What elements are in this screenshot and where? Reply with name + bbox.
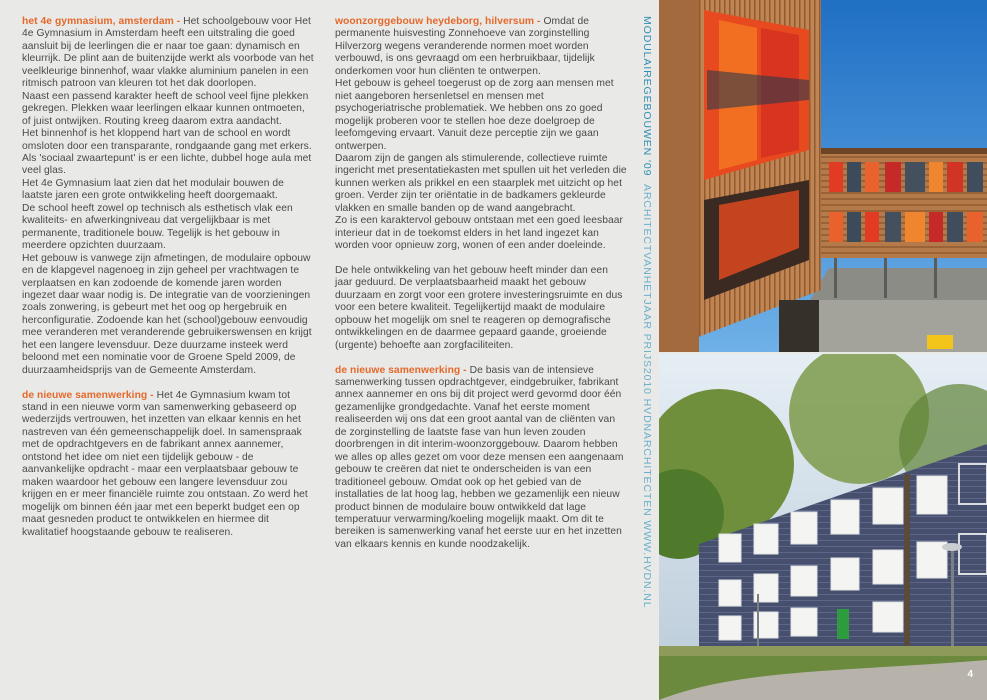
paragraph: De basis van de intensieve samenwerking tussen opdrachtgever, eindgebruiker, fabrikant annex aannemer en ons bij dit project werd gevormd door één gezamenlijke grondgedachte. Vanaf het eerste moment realiseerden wij ons dat een groot aantal van de cliënten van de zorginstelling de laatste fase van hun leven zouden doorbrengen in dit interim-woonzorggebouw. Daarom hebben we alles op alles gezet om voor deze mensen een aangenaam gebouw te creëren dat niet te onderscheiden is van een traditioneel gebouw. Omdat ook op het gebied van de installaties de lat hoog lag, hebben we gezamenlijk een nieuw product binnen de modulaire bouw ontwikkeld dat lage temperatuur verwarming/koeling mogelijk maakt. Om dit te bereiken is samenwerking vanaf het eerste uur en het inzetten van elkaars kennis en kunde noodzakelijk. <box>335 364 624 550</box>
paragraph: Zodoende kan het (school)gebouw eenvoudig mee veranderen met veranderende gebruikerswensen en krijgt het een langere levensduur. Deze duurzame insteek werd beloond met een nominatie voor de Groene Speld 2009, de duurzaamheidsprijs van de Gemeente Amsterdam. <box>22 314 312 376</box>
heydeborg-building-image <box>659 354 987 700</box>
heydeborg-intro <box>335 16 627 253</box>
vertical-title: MODULAIREGEBOUWEN '09 <box>641 16 653 177</box>
gymnasium-photo <box>659 0 987 352</box>
paragraph: Zo is een karaktervol gebouw ontstaan met een goed leesbaar interieur dat in de toekomst elders in het land ingezet kan worden voor opnieuw zorg, wonen of een ander doeleinde. <box>335 215 624 252</box>
heydeborg-photo <box>659 354 987 700</box>
samenwerking-heading: de nieuwe samenwerking - <box>22 389 154 401</box>
left-text-column <box>22 16 314 551</box>
page-number: 4 <box>967 669 973 680</box>
gymnasium-heading: het 4e gymnasium, amsterdam - <box>22 16 181 27</box>
middle-text-column <box>335 16 627 564</box>
paragraph: Het 4e Gymnasium kwam tot stand in een nieuwe vorm van samenwerking gebaseerd op wederzijds vertrouwen, het inzetten van elkaar kennis en het nastreven van één gemeenschappelijk doel. In samenspraak met de opdrachtgevers en de fabrikant annex aannemer, ontstond het idee om niet een tijdelijk gebouw - de aanvankelijke opdracht - maar een verplaatsbaar gebouw te maken waardoor het gebouw een langere levensduur zou krijgen en er meer financiële ruimte zou ontstaan. Zo werd het mogelijk om binnen één jaar met een beperkt budget een op maat gesneden product te ontwikkelen en hiermee dit kwalitatief hoogstaande gebouw te realiseren. <box>22 389 308 538</box>
paragraph: Het gebouw is vanwege zijn afmetingen, de modulaire opbouw en de klapgevel nagenoeg in zijn geheel per vrachtwagen te verplaatsen en kan zodoende de komende jaren worden ingezet daar waar nodig is. De integratie van de voorzieningen zoals zonwering, is gebeurt met het oog op hergebruik en herconfiguratie. <box>22 252 311 326</box>
paragraph: Omdat de permanente huisvesting Zonnehoeve van zorginstelling Hilverzorg wegens veranderende normen moet worden verbouwd, is ons gevraagd om een herbruikbaar, tijdelijk onderkomen voor hun cliënten te ontwerpen. <box>335 16 595 77</box>
samenwerking-heading: de nieuwe samenwerking - <box>335 364 467 376</box>
gymnasium-building-image <box>659 0 987 352</box>
paragraph: Daarom zijn de gangen als stimulerende, collectieve ruimte ingericht met presentatiekasten met spullen uit het verleden die kunnen werken als prikkel en een staarplek met uitzicht op het groen. Verder zijn ter oriëntatie in de badkamers gekleurde vlakken en smalle banden op de wand aangebracht. <box>335 152 627 214</box>
paragraph: Naast een passend karakter heeft de school veel fijne plekken gekregen. Plekken waar leerlingen elkaar kunnen ontmoeten, of juist ontwijken. Routing kreeg daarom extra aandacht. <box>22 90 309 127</box>
samenwerking-paragraph <box>22 390 314 539</box>
paragraph: De school heeft zowel op technisch als esthetisch vlak een kwaliteits- en afwerkingniveau dat vergelijkbaar is met permanente, traditionele bouw. Tegelijk is het gebouw in meerdere opzichten duurzaam. <box>22 202 293 252</box>
samenwerking-paragraph <box>335 365 627 552</box>
paragraph: De hele ontwikkeling van het gebouw heeft minder dan een jaar geduurd. De verplaatsbaarheid maakt het gebouw duurzaam en zorgt voor een grotere investeringsruimte en dus voor een betere kwaliteit. Tegelijkertijd maakt de modulaire opbouw het mogelijk om snel te reageren op demografische ontwikkelingen en de daarmee gepaard gaande, groeiende (urgente) behoefte aan zorgfaciliteiten. <box>335 265 623 351</box>
paragraph: Het schoolgebouw voor Het 4e Gymnasium in Amsterdam heeft een uitstraling die goed aansluit bij de leerlingen die er naar toe gaan: dynamisch en kleurrijk. De plint aan de buitenzijde werkt als voorbode van het veelkleurige binnenhof, waar vlakke aluminium panelen in een ritmisch patroon van kleuren tot het dak doorlopen. <box>22 16 314 90</box>
vertical-subtitle: ARCHITECTVANHETJAAR PRIJS2010 HVDNARCHITECTEN WWW.HVDN.NL <box>641 184 653 609</box>
paragraph: Het 4e Gymnasium laat zien dat het modulair bouwen de laatste jaren een grote ontwikkeling heeft doorgemaakt. <box>22 177 284 202</box>
paragraph: Het binnenhof is het kloppend hart van de school en wordt omsloten door een transparante, rondgaande gang met erkers. Als 'sociaal zwaartepunt' is er een lichte, dubbel hoge aula met veel glas. <box>22 128 312 177</box>
vertical-sidebar-text <box>641 16 653 608</box>
heydeborg-heading: woonzorggebouw heydeborg, hilversum - <box>335 16 541 27</box>
paragraph: Het gebouw is geheel toegerust op de zorg aan mensen met niet aangeboren hersenletsel en mensen met psychogeriatrische problematiek. We hebben ons zo goed mogelijk proberen voor te stellen hoe deze doelgroep de leefomgeving ervaart. Vanuit deze perceptie zijn we gaan ontwerpen. <box>335 78 614 152</box>
gymnasium-intro <box>22 16 314 377</box>
